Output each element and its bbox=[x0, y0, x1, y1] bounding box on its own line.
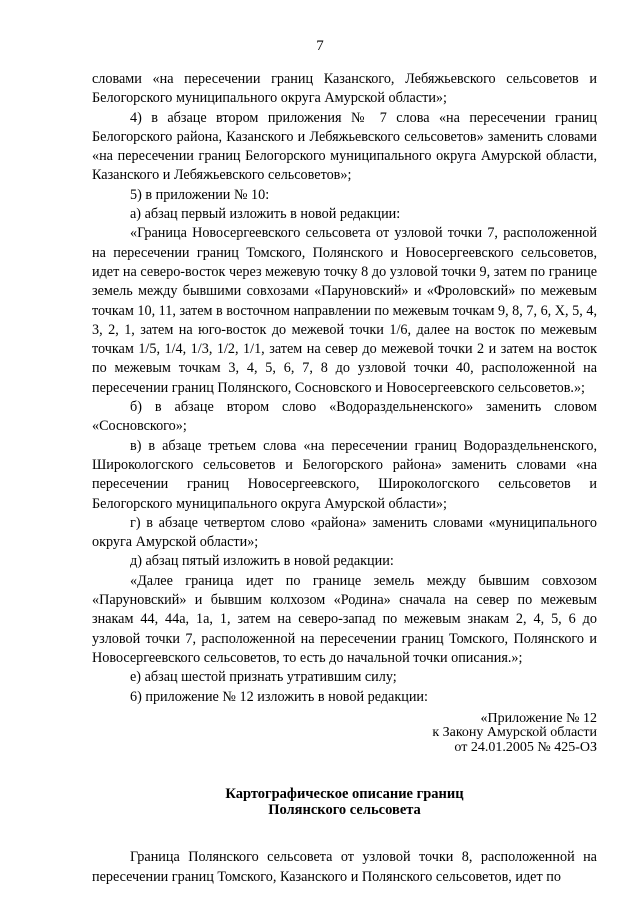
paragraph: е) абзац шестой признать утратившим силу; bbox=[130, 669, 397, 686]
page-number: 7 bbox=[316, 38, 324, 54]
appendix-header bbox=[92, 712, 597, 756]
paragraph: словами «на пересечении границ Казанского, Лебяжьевского сельсоветов и Белогорского муниципального округа Амурской области»; bbox=[92, 71, 597, 107]
appendix-header-line: «Приложение № 12 bbox=[480, 710, 597, 726]
paragraph: 6) приложение № 12 изложить в новой редакции: bbox=[130, 688, 428, 705]
section-title-line: Картографическое описание границ bbox=[225, 786, 464, 803]
paragraph: Граница Полянского сельсовета от узловой точки 8, расположенной на пересечении границ Томского, Казанского и Полянского сельсоветов, идет по bbox=[92, 849, 597, 885]
paragraph: 5) в приложении № 10: bbox=[130, 186, 270, 203]
section-title bbox=[92, 787, 597, 818]
paragraph: «Далее граница идет по границе земель между бывшим совхозом «Паруновский» и бывшим колхозом «Родина» сначала на север по межевым знакам 44, 44а, 1а, 1, затем на северо-запад по межевым знакам 2, 4, 5, 6 до узловой точки 7, расположенной на пересечении границ Томского, Полянского и Новосергеевского сельсоветов, то есть до начальной точки описания.»; bbox=[92, 572, 597, 666]
appendix-header-line: от 24.01.2005 № 425-ОЗ bbox=[454, 739, 597, 755]
paragraph: «Граница Новосергеевского сельсовета от узловой точки 7, расположенной на пересечении границ Томского, Полянского и Новосергеевского сельсоветов, идет на северо-восток через межевую точку 8 до узловой точки 9, затем по границе земель между бывшими совхозами «Паруновский» и «Фроловский» по межевым точкам 10, 11, затем в восточном направлении по межевым точкам 9, 8, 7, 6, X, 5, 4, 3, 2, 1, затем на юго-восток до межевой точки 1/6, далее на восток по межевым точкам 1/5, 1/4, 1/3, 1/2, 1/1, затем на север до межевой точки 2 и затем на восток по межевым точкам 3, 4, 5, 6, 7, 8 до узловой точки 40, расположенной на пересечении границ Полянского, Сосновского и Новосергеевского сельсоветов.»; bbox=[92, 225, 597, 396]
paragraph: а) абзац первый изложить в новой редакции: bbox=[130, 206, 401, 223]
paragraph: г) в абзаце четвертом слово «района» заменить словами «муниципального округа Амурской области»; bbox=[92, 514, 597, 551]
paragraph: д) абзац пятый изложить в новой редакции: bbox=[130, 553, 394, 570]
paragraph: б) в абзаце втором слово «Водораздельненского» заменить словом «Сосновского»; bbox=[92, 399, 597, 435]
document-body bbox=[92, 70, 597, 887]
paragraph: 4) в абзаце втором приложения № 7 слова «на пересечении границ Белогорского района, Казанского и Лебяжьевского сельсоветов» заменить словами «на пересечении границ Белогорского муниципального округа Амурской области, Казанского и Лебяжьевского сельсоветов»; bbox=[92, 109, 597, 184]
section-title-line: Полянского сельсовета bbox=[268, 801, 421, 818]
paragraph: в) в абзаце третьем слова «на пересечении границ Водораздельненского, Широкологского сельсоветов и Белогорского района» заменить словами «на пересечении границ Новосергеевского, Широкологского сельсоветов и Белогорского муниципального округа Амурской области»; bbox=[92, 437, 597, 512]
appendix-header-line: к Закону Амурской области bbox=[432, 725, 597, 741]
